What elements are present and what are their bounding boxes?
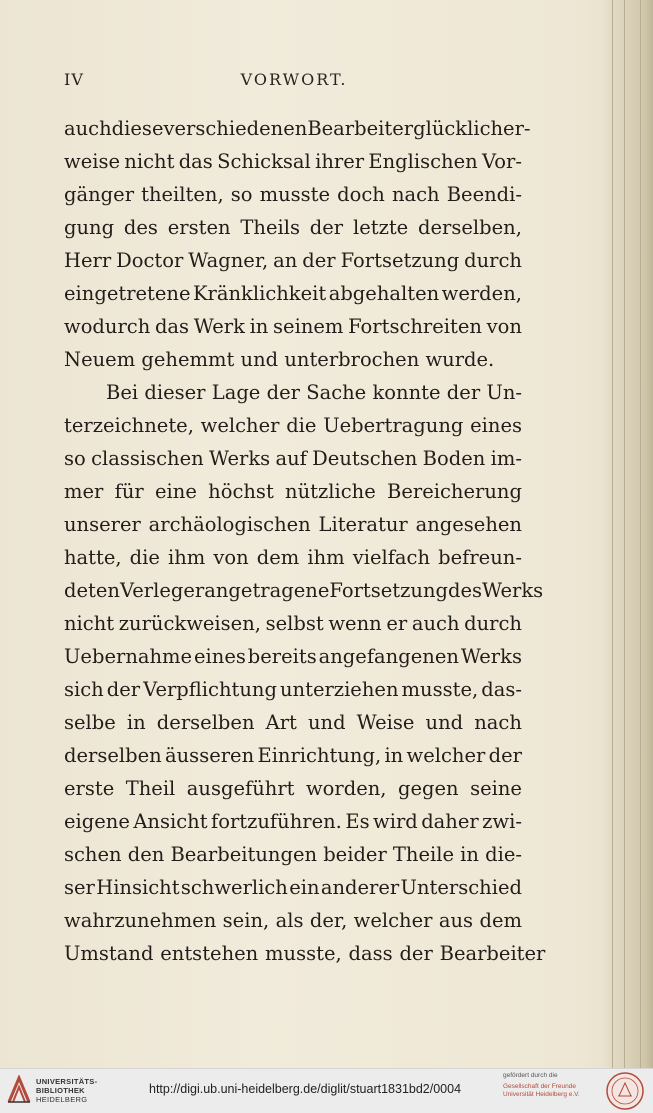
- word: der: [309, 216, 344, 239]
- text-line: [64, 805, 522, 838]
- word: die: [129, 546, 160, 569]
- word: gänger: [64, 183, 135, 206]
- word: die-: [485, 843, 522, 866]
- word: eine: [155, 480, 197, 503]
- text-line: [64, 574, 544, 607]
- word: dem: [479, 909, 522, 932]
- word: wodurch: [64, 315, 151, 338]
- word: unterziehen: [279, 678, 399, 701]
- text-line: [64, 145, 522, 178]
- word: diese: [111, 117, 164, 140]
- word: Theile: [392, 843, 455, 866]
- word: nach: [391, 183, 440, 206]
- word: Einrichtung,: [257, 744, 382, 767]
- word: ser: [64, 876, 95, 899]
- word: Theils: [240, 216, 300, 239]
- word: derselben: [64, 744, 162, 767]
- word: unserer: [64, 513, 141, 536]
- word: abgehalten: [328, 282, 440, 305]
- word: das: [154, 315, 190, 338]
- running-head: [64, 70, 524, 94]
- word: Werks: [460, 645, 522, 668]
- word: das: [178, 150, 213, 173]
- text-line: [64, 277, 522, 310]
- word: Uebernahme: [64, 645, 193, 668]
- text-line: [64, 772, 522, 805]
- word: Verpflichtung: [143, 678, 277, 701]
- word: zwi-: [482, 810, 522, 833]
- word: angetragene: [204, 579, 330, 602]
- university-library-logo-icon[interactable]: [6, 1075, 32, 1105]
- word: derselben: [156, 711, 255, 734]
- word: Literatur: [318, 513, 408, 536]
- word: eigene: [64, 810, 130, 833]
- text-line: [64, 640, 522, 673]
- word: Theil: [125, 777, 176, 800]
- word: dieser: [144, 381, 206, 404]
- word: von: [213, 546, 249, 569]
- text-line: [64, 904, 522, 937]
- word: Vor-: [481, 150, 522, 173]
- word: erste: [64, 777, 115, 800]
- text-line: [64, 871, 522, 904]
- text-line: [64, 937, 546, 970]
- word: Unterschied: [400, 876, 522, 899]
- library-name-line: HEIDELBERG: [36, 1095, 88, 1104]
- word: Umstand: [64, 942, 154, 965]
- word: als: [275, 909, 304, 932]
- text-line: [64, 376, 522, 409]
- word: Lage: [211, 381, 261, 404]
- word: und: [307, 711, 346, 734]
- society-seal-icon: [604, 1071, 646, 1111]
- sponsor-line: Universität Heidelberg e.V.: [503, 1091, 580, 1098]
- word: Bereicherung: [387, 480, 522, 503]
- word: Beendi-: [446, 183, 522, 206]
- word: eines: [193, 645, 246, 668]
- word: höchst: [208, 480, 274, 503]
- word: der: [446, 381, 481, 404]
- word: sein,: [222, 909, 270, 932]
- word: und: [425, 711, 464, 734]
- text-line: Neuem gehemmt und unterbrochen wurde.: [64, 348, 495, 371]
- word: angefangenen: [318, 645, 459, 668]
- text-line: [64, 607, 522, 640]
- word: in: [126, 711, 146, 734]
- word: Uebertragung: [323, 414, 464, 437]
- text-line: [64, 442, 522, 475]
- word: wahrzunehmen: [64, 909, 217, 932]
- word: Hinsicht: [96, 876, 180, 899]
- word: Bearbeiter: [439, 942, 546, 965]
- word: weise: [64, 150, 121, 173]
- word: worden,: [305, 777, 387, 800]
- word: wird: [373, 810, 418, 833]
- word: verschiedenen: [163, 117, 308, 140]
- word: dem: [256, 546, 300, 569]
- word: beider: [323, 843, 387, 866]
- word: selbst: [265, 612, 324, 635]
- word: hatte,: [64, 546, 122, 569]
- word: letzte: [352, 216, 409, 239]
- word: seine: [470, 777, 522, 800]
- word: dass: [348, 942, 393, 965]
- text-line: [64, 838, 522, 871]
- page-edge-line: [624, 0, 625, 1068]
- word: Es: [345, 810, 370, 833]
- word: glücklicher-: [413, 117, 531, 140]
- word: Bearbeitungen: [170, 843, 318, 866]
- word: Fortsetzung: [340, 249, 460, 272]
- running-title: VORWORT.: [240, 70, 348, 89]
- word: an: [273, 249, 298, 272]
- word: doch: [337, 183, 385, 206]
- word: ein: [289, 876, 320, 899]
- source-url-link[interactable]: http://digi.ub.uni-heidelberg.de/diglit/stuart1831bd2/0004: [149, 1082, 462, 1096]
- word: ihrer: [315, 150, 365, 173]
- body-text: [64, 112, 546, 970]
- text-line: [64, 706, 522, 739]
- page-edge-line: [640, 0, 641, 1068]
- word: der,: [309, 909, 348, 932]
- word: der: [106, 678, 141, 701]
- word: aus: [438, 909, 474, 932]
- word: musste,: [401, 678, 479, 701]
- word: des: [448, 579, 483, 602]
- word: so: [230, 183, 253, 206]
- word: angesehen: [415, 513, 522, 536]
- word: der: [266, 381, 300, 404]
- sponsor-note: [503, 1072, 603, 1099]
- word: durch: [464, 249, 522, 272]
- text-line: [64, 178, 522, 211]
- word: des: [123, 216, 158, 239]
- word: Boden: [422, 447, 486, 470]
- word: ausgeführt: [186, 777, 295, 800]
- word: durch: [464, 612, 522, 635]
- text-line: [64, 310, 522, 343]
- word: die: [286, 414, 317, 437]
- word: konnte: [372, 381, 441, 404]
- word: Schicksal: [217, 150, 311, 173]
- footer-bar: [0, 1068, 653, 1113]
- word: Werks: [209, 447, 271, 470]
- word: in: [460, 843, 479, 866]
- word: nützliche: [285, 480, 376, 503]
- text-line: [64, 541, 522, 574]
- word: Werks: [482, 579, 544, 602]
- word: Deutschen: [312, 447, 418, 470]
- word: werden,: [441, 282, 522, 305]
- word: welcher: [406, 744, 486, 767]
- text-line: [64, 673, 522, 706]
- word: musste,: [265, 942, 342, 965]
- word: seinem: [273, 315, 344, 338]
- word: befreun-: [438, 546, 522, 569]
- word: für: [114, 480, 144, 503]
- word: gung: [64, 216, 115, 239]
- word: nicht: [124, 150, 175, 173]
- word: anderer: [320, 876, 400, 899]
- word: ihm: [307, 546, 345, 569]
- word: Un-: [486, 381, 522, 404]
- word: so: [64, 447, 86, 470]
- word: er: [386, 612, 408, 635]
- word: Fortsetzung: [329, 579, 448, 602]
- word: schen: [64, 843, 122, 866]
- word: Verleger: [119, 579, 205, 602]
- word: mer: [64, 480, 104, 503]
- word: terzeichnete,: [64, 414, 194, 437]
- word: wenn: [328, 612, 382, 635]
- word: eines: [470, 414, 522, 437]
- word: der: [399, 942, 433, 965]
- word: daher: [421, 810, 479, 833]
- page-edge-line: [612, 0, 613, 1068]
- word: Sache: [306, 381, 367, 404]
- word: Werk: [193, 315, 245, 338]
- word: auch: [411, 612, 460, 635]
- word: Bearbeiter: [307, 117, 414, 140]
- word: entstehen: [160, 942, 259, 965]
- word: Englischen: [368, 150, 478, 173]
- word: in: [249, 315, 269, 338]
- word: deten: [64, 579, 120, 602]
- word: Wagner,: [188, 249, 269, 272]
- word: Ansicht: [133, 810, 208, 833]
- text-line: [64, 739, 522, 772]
- word: Fortschreiten: [348, 315, 482, 338]
- word: gegen: [397, 777, 459, 800]
- library-name: [36, 1077, 97, 1104]
- word: zurückweisen,: [118, 612, 261, 635]
- word: das-: [481, 678, 522, 701]
- word: in: [384, 744, 404, 767]
- word: auch: [64, 117, 112, 140]
- word: sich: [64, 678, 104, 701]
- library-name-line: BIBLIOTHEK: [36, 1086, 85, 1095]
- word: ihm: [168, 546, 206, 569]
- word: theilten,: [141, 183, 224, 206]
- word: der: [488, 744, 522, 767]
- word: musste: [259, 183, 331, 206]
- sponsor-line: gefördert durch die: [503, 1072, 558, 1079]
- word: schwerlich: [180, 876, 288, 899]
- word: auf: [275, 447, 307, 470]
- text-line: [64, 475, 522, 508]
- word: welcher: [353, 909, 433, 932]
- text-line: [64, 409, 522, 442]
- text-line: [64, 508, 522, 541]
- word: selbe: [64, 711, 116, 734]
- word: derselben,: [418, 216, 522, 239]
- word: Herr: [64, 249, 112, 272]
- sponsor-line: Gesellschaft der Freunde: [503, 1083, 576, 1090]
- word: Weise: [356, 711, 415, 734]
- word: vielfach: [352, 546, 431, 569]
- text-line: [64, 244, 522, 277]
- word: archäologischen: [148, 513, 311, 536]
- word: ersten: [167, 216, 231, 239]
- word: Bei: [106, 381, 139, 404]
- word: bereits: [247, 645, 317, 668]
- library-name-line: UNIVERSITÄTS-: [36, 1077, 98, 1086]
- word: welcher: [200, 414, 280, 437]
- word: den: [127, 843, 165, 866]
- word: von: [486, 315, 522, 338]
- text-line: [64, 211, 522, 244]
- word: fortzuführen.: [210, 810, 342, 833]
- word: im-: [490, 447, 522, 470]
- word: der: [302, 249, 336, 272]
- page-number: IV: [64, 70, 84, 89]
- word: eingetretene: [64, 282, 191, 305]
- word: nicht: [64, 612, 115, 635]
- word: classischen: [91, 447, 204, 470]
- word: nach: [474, 711, 522, 734]
- word: Kränklichkeit: [192, 282, 327, 305]
- book-spine-shadow: [601, 0, 653, 1068]
- text-line: [64, 112, 531, 145]
- word: Doctor: [116, 249, 184, 272]
- word: Art: [265, 711, 297, 734]
- word: äusseren: [165, 744, 255, 767]
